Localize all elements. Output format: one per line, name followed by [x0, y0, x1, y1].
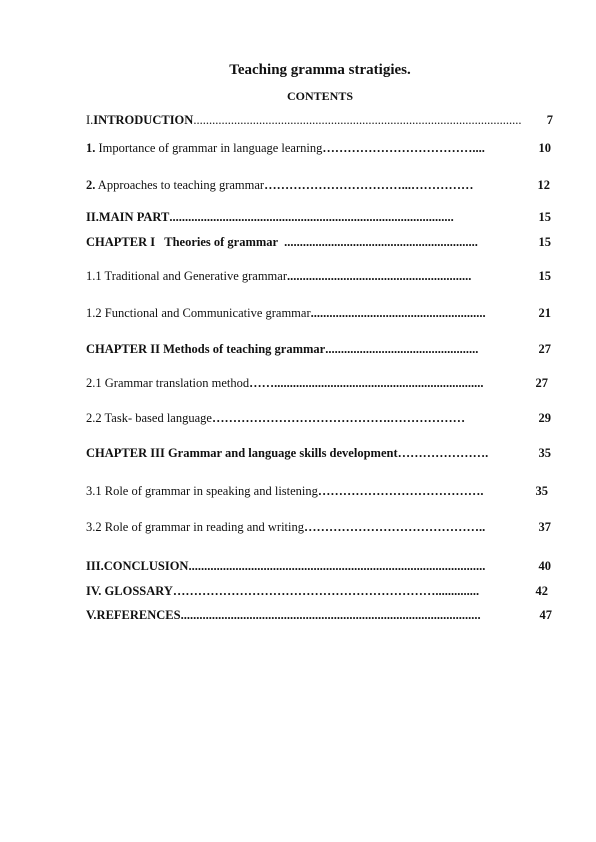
- toc-label: 3.1 Role of grammar in speaking and listening: [86, 484, 318, 498]
- toc-leader: …………………………………….………………: [211, 411, 466, 425]
- toc-label: CHAPTER II Methods of teaching grammar: [86, 342, 326, 356]
- toc-page-number: 29: [538, 411, 551, 425]
- toc-leader: ……………………………………..: [304, 520, 486, 534]
- toc-page-number: 21: [538, 306, 551, 320]
- toc-leader: ...........................................................................................: [169, 210, 454, 224]
- toc-entry-chapter-2: [86, 342, 551, 356]
- toc-page-number: 35: [535, 484, 548, 498]
- document-title: Teaching gramma stratigies.: [229, 62, 411, 78]
- toc-leader: ................................................................................................: [180, 608, 481, 622]
- toc-leader: ………………………………....: [322, 141, 485, 155]
- toc-leader: .........................................................................................................: [193, 113, 522, 127]
- toc-entry-3-1: [86, 484, 548, 498]
- contents-heading: CONTENTS: [286, 89, 354, 103]
- toc-entry-1-1: [86, 269, 551, 283]
- toc-leader: ………………….: [397, 446, 489, 460]
- toc-label: Approaches to teaching grammar: [95, 178, 265, 192]
- toc-leader: ……………………………...……………: [264, 178, 474, 192]
- toc-page-number: 42: [535, 584, 548, 598]
- toc-page-number: 10: [538, 141, 551, 155]
- toc-page-number: 40: [538, 559, 551, 573]
- toc-entry-introduction: [86, 113, 553, 127]
- toc-leader: ………………………………….: [317, 484, 484, 498]
- toc-label: 2.1 Grammar translation method: [86, 376, 250, 390]
- toc-entry-conclusion: [86, 559, 551, 573]
- toc-entry-3-2: [86, 520, 551, 534]
- toc-entry-references: [86, 608, 552, 622]
- toc-leader: ........................................................: [310, 306, 486, 320]
- toc-label: INTRODUCTION: [93, 113, 194, 127]
- toc-page-number: 27: [538, 342, 551, 356]
- toc-leader: ………………………………………………………..............: [172, 584, 480, 598]
- toc-leader: ...............................................................................................: [188, 559, 486, 573]
- toc-label: 3.2 Role of grammar in reading and writing: [86, 520, 304, 534]
- toc-entry-2-1: [86, 376, 548, 390]
- toc-entry-chapter-3: [86, 446, 551, 460]
- toc-label: V.REFERENCES: [86, 608, 181, 622]
- toc-label: 2.2 Task- based language: [86, 411, 212, 425]
- toc-page-number: 47: [539, 608, 552, 622]
- toc-leader: .................................................: [325, 342, 479, 356]
- toc-page-number: 15: [538, 269, 551, 283]
- toc-label: 1.2 Functional and Communicative grammar: [86, 306, 311, 320]
- toc-entry-1-2: [86, 306, 551, 320]
- toc-label: IV. GLOSSARY: [86, 584, 173, 598]
- toc-page-number: 35: [538, 446, 551, 460]
- toc-prefix: 1.: [86, 141, 96, 155]
- toc-page-number: 15: [538, 235, 551, 249]
- toc-label: III.CONCLUSION: [86, 559, 189, 573]
- toc-label: CHAPTER I Theories of grammar: [86, 235, 285, 249]
- toc-entry-2-2: [86, 411, 551, 425]
- toc-label: CHAPTER III Grammar and language skills development: [86, 446, 398, 460]
- toc-page-number: 27: [535, 376, 548, 390]
- toc-leader: ……...................................................................: [249, 376, 484, 390]
- toc-prefix: I.: [86, 113, 94, 127]
- toc-entry-approaches: [86, 178, 550, 192]
- toc-prefix: 2.: [86, 178, 96, 192]
- toc-page-number: 37: [538, 520, 551, 534]
- toc-page-number: 12: [537, 178, 550, 192]
- toc-leader: ..............................................................: [284, 235, 478, 249]
- toc-page-number: 15: [538, 210, 551, 224]
- toc-label: Importance of grammar in language learning: [95, 141, 323, 155]
- toc-entry-main-part: [86, 210, 551, 224]
- toc-leader: ...........................................................: [287, 269, 472, 283]
- toc-label: II.MAIN PART: [86, 210, 170, 224]
- toc-entry-importance-of-grammar: [86, 141, 551, 155]
- toc-label: 1.1 Traditional and Generative grammar: [86, 269, 287, 283]
- toc-entry-glossary: [86, 584, 548, 598]
- toc-page-number: 7: [546, 113, 553, 127]
- toc-entry-chapter-1: [86, 235, 551, 249]
